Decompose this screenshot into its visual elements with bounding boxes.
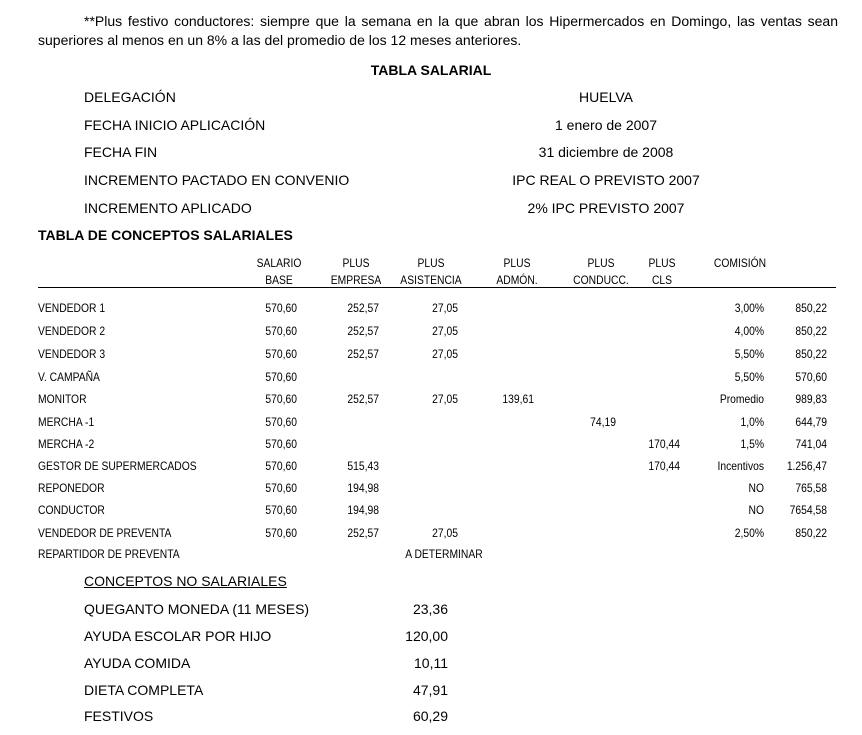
table-cell-asistencia: 27,05 [432, 301, 458, 315]
no-salarial-value: 23,36 [412, 601, 448, 617]
table-cell-base: 570,60 [265, 324, 297, 338]
no-salarial-label: DIETA COMPLETA [84, 682, 204, 698]
table-cell-comision: 5,50% [734, 370, 764, 384]
table-row-name: VENDEDOR 2 [38, 324, 106, 338]
no-salarial-label: AYUDA ESCOLAR POR HIJO [84, 628, 272, 644]
table-cell-empresa: 252,57 [347, 301, 379, 315]
table-row-name: CONDUCTOR [38, 503, 105, 517]
column-header-line2: CLS [651, 273, 673, 287]
info-value: 2% IPC PREVISTO 2007 [527, 200, 685, 216]
column-header: PLUS [648, 256, 676, 270]
table-cell-admon: 139,61 [502, 392, 534, 406]
concepts-table-title: TABLA DE CONCEPTOS SALARIALES [38, 227, 293, 243]
table-cell-base: 570,60 [265, 459, 297, 473]
table-cell-empresa: 252,57 [347, 347, 379, 361]
info-label: DELEGACIÓN [84, 89, 176, 105]
no-salarial-label: FESTIVOS [84, 708, 154, 724]
table-cell-asistencia: 27,05 [432, 526, 458, 540]
no-salarial-label: AYUDA COMIDA [84, 655, 191, 671]
no-salarial-value: 47,91 [412, 682, 448, 698]
no-salarial-title: CONCEPTOS NO SALARIALES [84, 573, 287, 589]
table-cell-base: 570,60 [265, 415, 297, 429]
column-header-line2: EMPRESA [330, 273, 382, 287]
table-cell-empresa: 194,98 [347, 481, 379, 495]
info-label: INCREMENTO APLICADO [84, 200, 252, 216]
table-cell-empresa: 252,57 [347, 324, 379, 338]
table-cell-comision: Incentivos [717, 459, 764, 473]
table-cell-base: 570,60 [265, 481, 297, 495]
column-header-line2: ADMÓN. [496, 273, 538, 287]
table-row-name: VENDEDOR 3 [38, 347, 106, 361]
info-value: IPC REAL O PREVISTO 2007 [512, 172, 700, 188]
info-label: FECHA FIN [84, 144, 158, 160]
table-row-name: GESTOR DE SUPERMERCADOS [38, 459, 197, 473]
table-cell-total: 850,22 [795, 324, 827, 338]
table-cell-asistencia: 27,05 [432, 347, 458, 361]
table-cell-conducc: 74,19 [590, 415, 616, 429]
column-header: PLUS [342, 256, 370, 270]
table-cell-base: 570,60 [265, 301, 297, 315]
table-cell-base: 570,60 [265, 392, 297, 406]
row-repartidor-name: REPARTIDOR DE PREVENTA [38, 547, 180, 561]
table-cell-total: 850,22 [795, 301, 827, 315]
table-cell-asistencia: 27,05 [432, 392, 458, 406]
table-cell-comision: NO [748, 503, 764, 517]
table-cell-total: 1.256,47 [786, 459, 827, 473]
no-salarial-value: 120,00 [405, 628, 448, 644]
table-cell-comision: 5,50% [734, 347, 764, 361]
header-divider [38, 287, 836, 288]
table-cell-total: 765,58 [795, 481, 827, 495]
column-header: COMISIÓN [713, 256, 767, 270]
table-cell-comision: 2,50% [734, 526, 764, 540]
table-cell-base: 570,60 [265, 370, 297, 384]
table-row-name: REPONEDOR [38, 481, 105, 495]
row-repartidor-note: A DETERMINAR [405, 547, 483, 561]
table-cell-total: 850,22 [795, 526, 827, 540]
column-header: PLUS [503, 256, 531, 270]
table-cell-base: 570,60 [265, 437, 297, 451]
no-salarial-value: 60,29 [412, 708, 448, 724]
table-cell-total: 644,79 [795, 415, 827, 429]
column-header-line2: BASE [265, 273, 293, 287]
table-row-name: MERCHA -1 [38, 415, 95, 429]
column-header: PLUS [417, 256, 445, 270]
info-value: HUELVA [579, 89, 633, 105]
info-label: FECHA INICIO APLICACIÓN [84, 117, 266, 133]
table-cell-base: 570,60 [265, 503, 297, 517]
table-cell-comision: 3,00% [734, 301, 764, 315]
table-cell-empresa: 252,57 [347, 392, 379, 406]
table-cell-base: 570,60 [265, 347, 297, 361]
table-cell-empresa: 515,43 [347, 459, 379, 473]
info-value: 31 diciembre de 2008 [538, 144, 674, 160]
column-header: SALARIO [256, 256, 302, 270]
table-cell-total: 7654,58 [789, 503, 827, 517]
table-cell-cls: 170,44 [648, 459, 680, 473]
column-header-line2: CONDUCC. [573, 273, 629, 287]
table-cell-total: 989,83 [795, 392, 827, 406]
table-row-name: MONITOR [38, 392, 87, 406]
table-cell-comision: 4,00% [734, 324, 764, 338]
table-cell-comision: NO [748, 481, 764, 495]
no-salarial-value: 10,11 [414, 655, 448, 671]
column-header-line2: ASISTENCIA [400, 273, 462, 287]
table-cell-asistencia: 27,05 [432, 324, 458, 338]
footnote-text: **Plus festivo conductores: siempre que la semana en la que abran los Hipermercados en Domingo, las ventas sean superiores al menos en un 8% a las del promedio de los 12 meses anteriores. [38, 13, 838, 48]
column-header: PLUS [587, 256, 615, 270]
table-cell-comision: Promedio [719, 392, 764, 406]
table-cell-total: 850,22 [795, 347, 827, 361]
table-cell-comision: 1,0% [740, 415, 764, 429]
info-value: 1 enero de 2007 [555, 117, 657, 133]
info-label: INCREMENTO PACTADO EN CONVENIO [84, 172, 350, 188]
table-row-name: VENDEDOR 1 [38, 301, 106, 315]
table-cell-empresa: 194,98 [347, 503, 379, 517]
table-cell-comision: 1,5% [740, 437, 764, 451]
table-row-name: MERCHA -2 [38, 437, 95, 451]
table-cell-total: 570,60 [795, 370, 827, 384]
table-cell-base: 570,60 [265, 526, 297, 540]
table-cell-total: 741,04 [795, 437, 827, 451]
document-title: TABLA SALARIAL [370, 62, 492, 78]
no-salarial-label: QUEGANTO MONEDA (11 MESES) [84, 601, 310, 617]
table-cell-empresa: 252,57 [347, 526, 379, 540]
table-row-name: VENDEDOR DE PREVENTA [38, 526, 172, 540]
table-cell-cls: 170,44 [648, 437, 680, 451]
table-row-name: V. CAMPAÑA [38, 370, 100, 384]
